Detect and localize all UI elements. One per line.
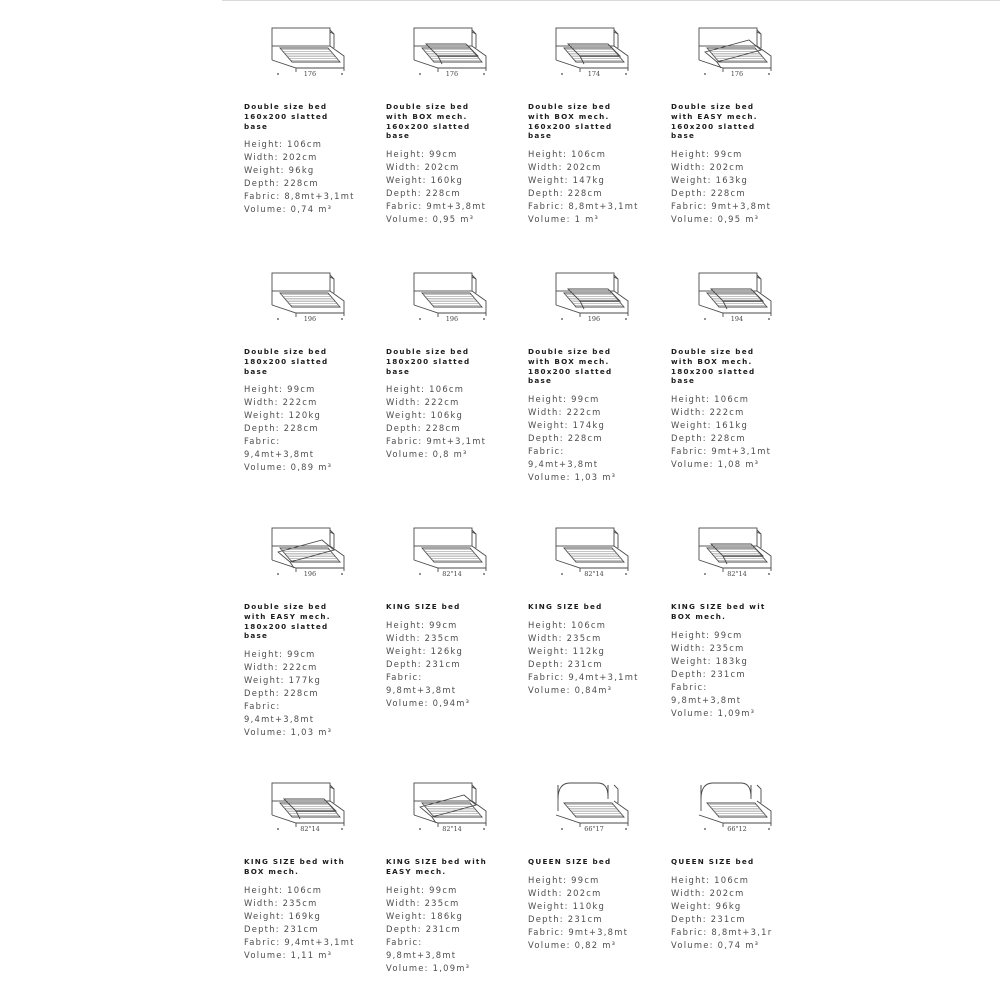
spec-weight: Weight: 112kg [528, 645, 606, 656]
spec-width: Width: 222cm [671, 407, 745, 418]
spec-volume: Volume: 1 m³ [528, 214, 600, 225]
spec-height: Height: 99cm [528, 874, 600, 885]
spec-volume: Volume: 0,84m³ [528, 684, 613, 695]
bed-queen-drawing [691, 777, 783, 837]
spec-depth: Depth: 231cm [528, 913, 603, 924]
spec-weight: Weight: 106kg [386, 410, 464, 421]
spec-height: Height: 99cm [386, 884, 458, 895]
bed-slatted-drawing [406, 267, 498, 327]
spec-width: Width: 202cm [386, 162, 460, 173]
spec-weight: Weight: 120kg [244, 410, 322, 421]
spec-fabric: Fabric: 9,4mt+3,1mt [528, 671, 639, 682]
bed-slatted-drawing [264, 22, 356, 82]
spec-weight: Weight: 96kg [244, 165, 315, 176]
spec-fabric: Fabric: 9mt+3,1mt [386, 436, 487, 447]
bed-slatted-drawing [548, 522, 640, 582]
product-title: Double size bed 160x200 slatted base [244, 102, 329, 131]
spec-volume: Volume: 0,89 m³ [244, 462, 333, 473]
product-title: Double size bed with BOX mech. 160x200 slatted base [386, 102, 471, 141]
product-card [244, 22, 366, 216]
spec-depth: Depth: 231cm [386, 658, 461, 669]
spec-depth: Depth: 228cm [244, 178, 319, 189]
spec-height: Height: 99cm [671, 629, 743, 640]
product-title: QUEEN SIZE bed [528, 857, 612, 866]
spec-fabric: Fabric: 9mt+3,1mt [671, 446, 772, 457]
spec-height: Height: 106cm [386, 384, 465, 395]
dimension-label: 82"14 [442, 570, 462, 578]
spec-depth: Depth: 228cm [386, 423, 461, 434]
product-title: Double size bed with BOX mech. 180x200 slatted base [528, 347, 613, 386]
product-title: KING SIZE bed wit BOX mech. [671, 602, 766, 621]
top-divider [222, 0, 1000, 1]
spec-fabric: Fabric: 8,8mt+3,1r [671, 926, 773, 937]
spec-volume: Volume: 1,09m³ [386, 962, 471, 973]
spec-height: Height: 99cm [671, 149, 743, 160]
bed-easy-drawing [406, 777, 498, 837]
bed-slatted-drawing [406, 522, 498, 582]
spec-depth: Depth: 228cm [671, 433, 746, 444]
dimension-label: 66"12 [727, 825, 747, 833]
spec-height: Height: 99cm [528, 394, 600, 405]
spec-height: Height: 106cm [528, 619, 607, 630]
bed-easy-drawing [691, 22, 783, 82]
spec-height: Height: 99cm [386, 619, 458, 630]
spec-fabric: Fabric: 9mt+3,8mt [528, 926, 629, 937]
bed-box-drawing [691, 267, 783, 327]
spec-list [528, 148, 650, 226]
dimension-label: 82"14 [442, 825, 462, 833]
spec-width: Width: 235cm [244, 897, 318, 908]
dimension-label: 196 [445, 315, 459, 323]
spec-volume: Volume: 0,94m³ [386, 697, 471, 708]
spec-height: Height: 99cm [386, 149, 458, 160]
spec-height: Height: 106cm [528, 149, 607, 160]
spec-depth: Depth: 231cm [528, 658, 603, 669]
product-card [244, 267, 366, 474]
spec-weight: Weight: 163kg [671, 175, 749, 186]
spec-volume: Volume: 0,74 m³ [244, 204, 333, 215]
product-title: Double size bed 180x200 slatted base [244, 347, 329, 376]
spec-width: Width: 222cm [386, 397, 460, 408]
bed-easy-drawing [264, 522, 356, 582]
spec-list [528, 619, 650, 697]
bed-queen-drawing [548, 777, 640, 837]
spec-volume: Volume: 0,8 m³ [386, 449, 468, 460]
spec-fabric: Fabric: 9,8mt+3,8mt [386, 671, 457, 695]
dimension-label: 194 [730, 315, 744, 323]
spec-weight: Weight: 110kg [528, 900, 606, 911]
spec-fabric: Fabric: 9mt+3,8mt [386, 201, 487, 212]
spec-width: Width: 235cm [386, 632, 460, 643]
spec-weight: Weight: 161kg [671, 420, 749, 431]
dimension-label: 196 [303, 315, 317, 323]
spec-list [386, 383, 508, 461]
spec-width: Width: 202cm [528, 887, 602, 898]
dimension-label: 196 [587, 315, 601, 323]
spec-depth: Depth: 228cm [244, 688, 319, 699]
spec-volume: Volume: 0,74 m³ [671, 939, 760, 950]
spec-weight: Weight: 96kg [671, 900, 742, 911]
spec-weight: Weight: 183kg [671, 655, 749, 666]
product-title: Double size bed with BOX mech. 180x200 slatted base [671, 347, 756, 386]
spec-fabric: Fabric: 9,4mt+3,8mt [528, 446, 599, 470]
spec-height: Height: 99cm [244, 649, 316, 660]
product-card [528, 22, 650, 226]
spec-width: Width: 222cm [244, 662, 318, 673]
spec-height: Height: 106cm [671, 394, 750, 405]
product-title: Double size bed with EASY mech. 180x200 slatted base [244, 602, 331, 641]
spec-height: Height: 99cm [244, 384, 316, 395]
product-card [671, 522, 793, 720]
bed-box-drawing [548, 267, 640, 327]
product-title: Double size bed with EASY mech. 160x200 slatted base [671, 102, 758, 141]
spec-width: Width: 202cm [671, 162, 745, 173]
spec-depth: Depth: 231cm [386, 923, 461, 934]
product-card [244, 522, 366, 739]
spec-width: Width: 222cm [528, 407, 602, 418]
spec-list [244, 138, 366, 216]
spec-weight: Weight: 186kg [386, 910, 464, 921]
spec-weight: Weight: 169kg [244, 910, 322, 921]
spec-width: Width: 202cm [671, 887, 745, 898]
spec-width: Width: 235cm [671, 642, 745, 653]
spec-list [671, 874, 793, 952]
spec-volume: Volume: 1,03 m³ [528, 472, 617, 483]
spec-depth: Depth: 231cm [671, 668, 746, 679]
spec-height: Height: 106cm [671, 874, 750, 885]
dimension-label: 176 [730, 70, 744, 78]
spec-weight: Weight: 147kg [528, 175, 606, 186]
product-card [244, 777, 366, 962]
spec-depth: Depth: 231cm [671, 913, 746, 924]
spec-fabric: Fabric: 9,4mt+3,8mt [244, 701, 315, 725]
bed-box-drawing [264, 777, 356, 837]
dimension-label: 196 [303, 570, 317, 578]
dimension-label: 176 [445, 70, 459, 78]
product-title: Double size bed with BOX mech. 160x200 slatted base [528, 102, 613, 141]
bed-slatted-drawing [264, 267, 356, 327]
spec-volume: Volume: 0,95 m³ [671, 214, 760, 225]
spec-width: Width: 235cm [528, 632, 602, 643]
product-card [386, 267, 508, 461]
spec-list [671, 393, 793, 471]
product-card [386, 22, 508, 226]
product-card [671, 777, 793, 952]
product-title: KING SIZE bed [528, 602, 603, 611]
product-card [528, 267, 650, 484]
spec-volume: Volume: 1,09m³ [671, 707, 756, 718]
spec-list [671, 148, 793, 226]
spec-list [528, 874, 650, 952]
spec-depth: Depth: 228cm [244, 423, 319, 434]
spec-depth: Depth: 231cm [244, 923, 319, 934]
spec-volume: Volume: 0,95 m³ [386, 214, 475, 225]
product-card [671, 267, 793, 471]
product-card [528, 777, 650, 952]
product-title: Double size bed 180x200 slatted base [386, 347, 471, 376]
product-card [386, 777, 508, 975]
bed-box-drawing [406, 22, 498, 82]
spec-list [386, 148, 508, 226]
bed-box-drawing [548, 22, 640, 82]
dimension-label: 82"14 [584, 570, 604, 578]
spec-depth: Depth: 228cm [528, 188, 603, 199]
product-card [528, 522, 650, 697]
spec-list [244, 884, 366, 962]
dimension-label: 174 [587, 70, 601, 78]
product-title: KING SIZE bed [386, 602, 461, 611]
dimension-label: 66"17 [584, 825, 604, 833]
spec-fabric: Fabric: 8,8mt+3,1mt [528, 201, 639, 212]
dimension-label: 82"14 [727, 570, 747, 578]
spec-list [244, 383, 366, 474]
spec-depth: Depth: 228cm [671, 188, 746, 199]
spec-fabric: Fabric: 9,8mt+3,8mt [671, 681, 742, 705]
dimension-label: 82"14 [300, 825, 320, 833]
product-card [386, 522, 508, 710]
spec-volume: Volume: 1,11 m³ [244, 949, 333, 960]
spec-weight: Weight: 160kg [386, 175, 464, 186]
spec-height: Height: 106cm [244, 139, 323, 150]
spec-list [244, 648, 366, 739]
spec-volume: Volume: 0,82 m³ [528, 939, 617, 950]
spec-height: Height: 106cm [244, 884, 323, 895]
spec-fabric: Fabric: 9,8mt+3,8mt [386, 936, 457, 960]
spec-fabric: Fabric: 9mt+3,8mt [671, 201, 772, 212]
bed-box-drawing [691, 522, 783, 582]
spec-list [386, 619, 508, 710]
spec-volume: Volume: 1,03 m³ [244, 727, 333, 738]
spec-list [671, 629, 793, 720]
spec-width: Width: 202cm [528, 162, 602, 173]
product-title: KING SIZE bed with BOX mech. [244, 857, 345, 876]
spec-volume: Volume: 1,08 m³ [671, 459, 760, 470]
spec-width: Width: 235cm [386, 897, 460, 908]
spec-list [528, 393, 650, 484]
spec-depth: Depth: 228cm [528, 433, 603, 444]
spec-weight: Weight: 174kg [528, 420, 606, 431]
product-card [671, 22, 793, 226]
spec-fabric: Fabric: 9,4mt+3,8mt [244, 436, 315, 460]
spec-fabric: Fabric: 8,8mt+3,1mt [244, 191, 355, 202]
product-title: KING SIZE bed with EASY mech. [386, 857, 487, 876]
spec-depth: Depth: 228cm [386, 188, 461, 199]
spec-width: Width: 222cm [244, 397, 318, 408]
spec-width: Width: 202cm [244, 152, 318, 163]
spec-weight: Weight: 177kg [244, 675, 322, 686]
product-title: QUEEN SIZE bed [671, 857, 755, 866]
dimension-label: 176 [303, 70, 317, 78]
spec-fabric: Fabric: 9,4mt+3,1mt [244, 936, 355, 947]
spec-list [386, 884, 508, 975]
spec-weight: Weight: 126kg [386, 645, 464, 656]
